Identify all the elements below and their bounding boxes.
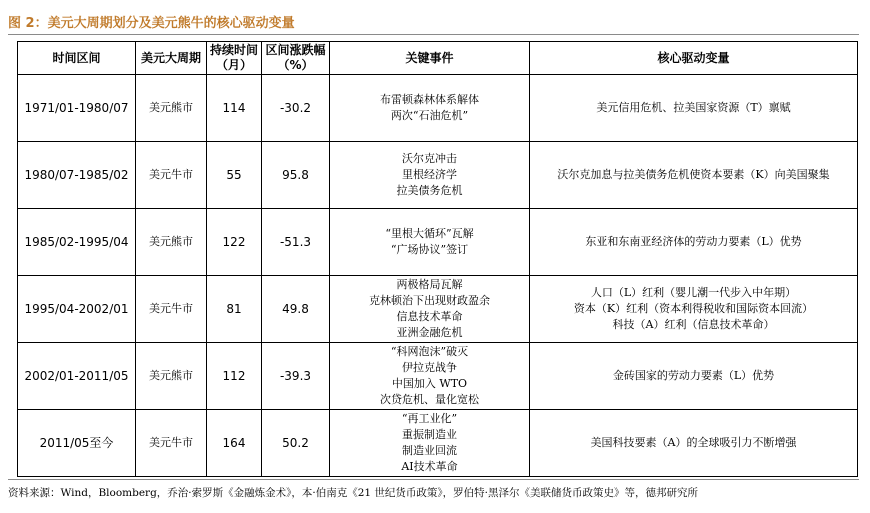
header-change	[262, 42, 330, 75]
driver-line: 东亚和东南亚经济体的劳动力要素（L）优势	[585, 235, 802, 248]
cycle-cell: 美元熊市	[136, 75, 207, 142]
months-cell: 55	[207, 142, 262, 209]
driver-line: 科技（A）红利（信息技术革命）	[612, 318, 775, 331]
drivers-cell	[530, 276, 858, 343]
event-line: “里根大循环”瓦解	[385, 227, 474, 240]
cycle-cell: 美元牛市	[136, 142, 207, 209]
header-duration	[207, 42, 262, 75]
change-cell: 50.2	[262, 410, 330, 477]
cycle-cell: 美元牛市	[136, 410, 207, 477]
dollar-cycle-table	[17, 41, 858, 477]
driver-line: 资本（K）红利（资本利得税收和国际资本回流）	[573, 302, 814, 315]
header-events: 关键事件	[330, 42, 530, 75]
event-line: 两次“石油危机”	[390, 109, 469, 122]
event-line: “科网泡沫”破灭	[390, 345, 469, 358]
event-line: AI技术革命	[401, 460, 458, 473]
driver-line: 美元信用危机、拉美国家资源（T）禀赋	[596, 101, 791, 114]
period-cell: 2011/05至今	[18, 410, 136, 477]
cycle-cell: 美元熊市	[136, 343, 207, 410]
table-row	[18, 276, 858, 343]
period-cell: 1980/07-1985/02	[18, 142, 136, 209]
drivers-cell	[530, 209, 858, 276]
drivers-cell	[530, 75, 858, 142]
event-line: 次贷危机、量化宽松	[380, 393, 479, 406]
table-body	[18, 75, 858, 477]
table-row	[18, 410, 858, 477]
period-cell: 1971/01-1980/07	[18, 75, 136, 142]
header-drivers: 核心驱动变量	[530, 42, 858, 75]
events-cell	[330, 276, 530, 343]
driver-line: 美国科技要素（A）的全球吸引力不断增强	[590, 436, 797, 449]
event-line: 两极格局瓦解	[396, 278, 463, 291]
header-period: 时间区间	[18, 42, 136, 75]
change-cell: 95.8	[262, 142, 330, 209]
table-row	[18, 209, 858, 276]
event-line: 信息技术革命	[396, 310, 463, 323]
footer-divider	[8, 479, 859, 480]
period-cell: 1985/02-1995/04	[18, 209, 136, 276]
header-cycle: 美元大周期	[136, 42, 207, 75]
header-duration-line2: （月）	[215, 58, 252, 72]
event-line: 里根经济学	[402, 168, 457, 181]
drivers-cell	[530, 142, 858, 209]
table-header-row	[18, 42, 858, 75]
header-duration-line1: 持续时间	[209, 43, 258, 57]
events-cell	[330, 209, 530, 276]
table-row	[18, 75, 858, 142]
source-note: 资料来源：Wind，Bloomberg，乔治·索罗斯《金融炼金术》，本·伯南克《21 世纪货币政策》，罗伯特·黑泽尔《美联储货币政策史》等，德邦研究所	[8, 487, 699, 499]
event-line: 克林顿治下出现财政盈余	[369, 294, 490, 307]
event-line: 沃尔克冲击	[402, 152, 457, 165]
driver-line: 沃尔克加息与拉美债务危机使资本要素（K）向美国聚集	[557, 168, 830, 181]
event-line: 重振制造业	[402, 428, 457, 441]
driver-line: 人口（L）红利（婴儿潮一代步入中年期）	[590, 286, 797, 299]
months-cell: 81	[207, 276, 262, 343]
cycle-cell: 美元牛市	[136, 276, 207, 343]
header-change-line2: （%）	[277, 58, 314, 72]
months-cell: 112	[207, 343, 262, 410]
events-cell	[330, 142, 530, 209]
event-line: “广场协议”签订	[390, 243, 469, 256]
event-line: “再工业化”	[401, 412, 458, 425]
change-cell: -51.3	[262, 209, 330, 276]
table-row	[18, 343, 858, 410]
period-cell: 1995/04-2002/01	[18, 276, 136, 343]
events-cell	[330, 410, 530, 477]
change-cell: -30.2	[262, 75, 330, 142]
table-row	[18, 142, 858, 209]
months-cell: 122	[207, 209, 262, 276]
event-line: 伊拉克战争	[402, 361, 457, 374]
months-cell: 164	[207, 410, 262, 477]
drivers-cell	[530, 343, 858, 410]
change-cell: -39.3	[262, 343, 330, 410]
drivers-cell	[530, 410, 858, 477]
change-cell: 49.8	[262, 276, 330, 343]
events-cell	[330, 75, 530, 142]
months-cell: 114	[207, 75, 262, 142]
driver-line: 金砖国家的劳动力要素（L）优势	[612, 369, 775, 382]
events-cell	[330, 343, 530, 410]
cycle-cell: 美元熊市	[136, 209, 207, 276]
period-cell: 2002/01-2011/05	[18, 343, 136, 410]
event-line: 亚洲金融危机	[396, 326, 463, 339]
title-divider	[8, 34, 859, 35]
event-line: 中国加入 WTO	[391, 377, 468, 390]
figure-title: 图 2：美元大周期划分及美元熊牛的核心驱动变量	[8, 16, 295, 31]
event-line: 制造业回流	[402, 444, 457, 457]
header-change-line1: 区间涨跌幅	[265, 43, 326, 57]
event-line: 布雷顿森林体系解体	[380, 93, 479, 106]
event-line: 拉美债务危机	[396, 184, 463, 197]
